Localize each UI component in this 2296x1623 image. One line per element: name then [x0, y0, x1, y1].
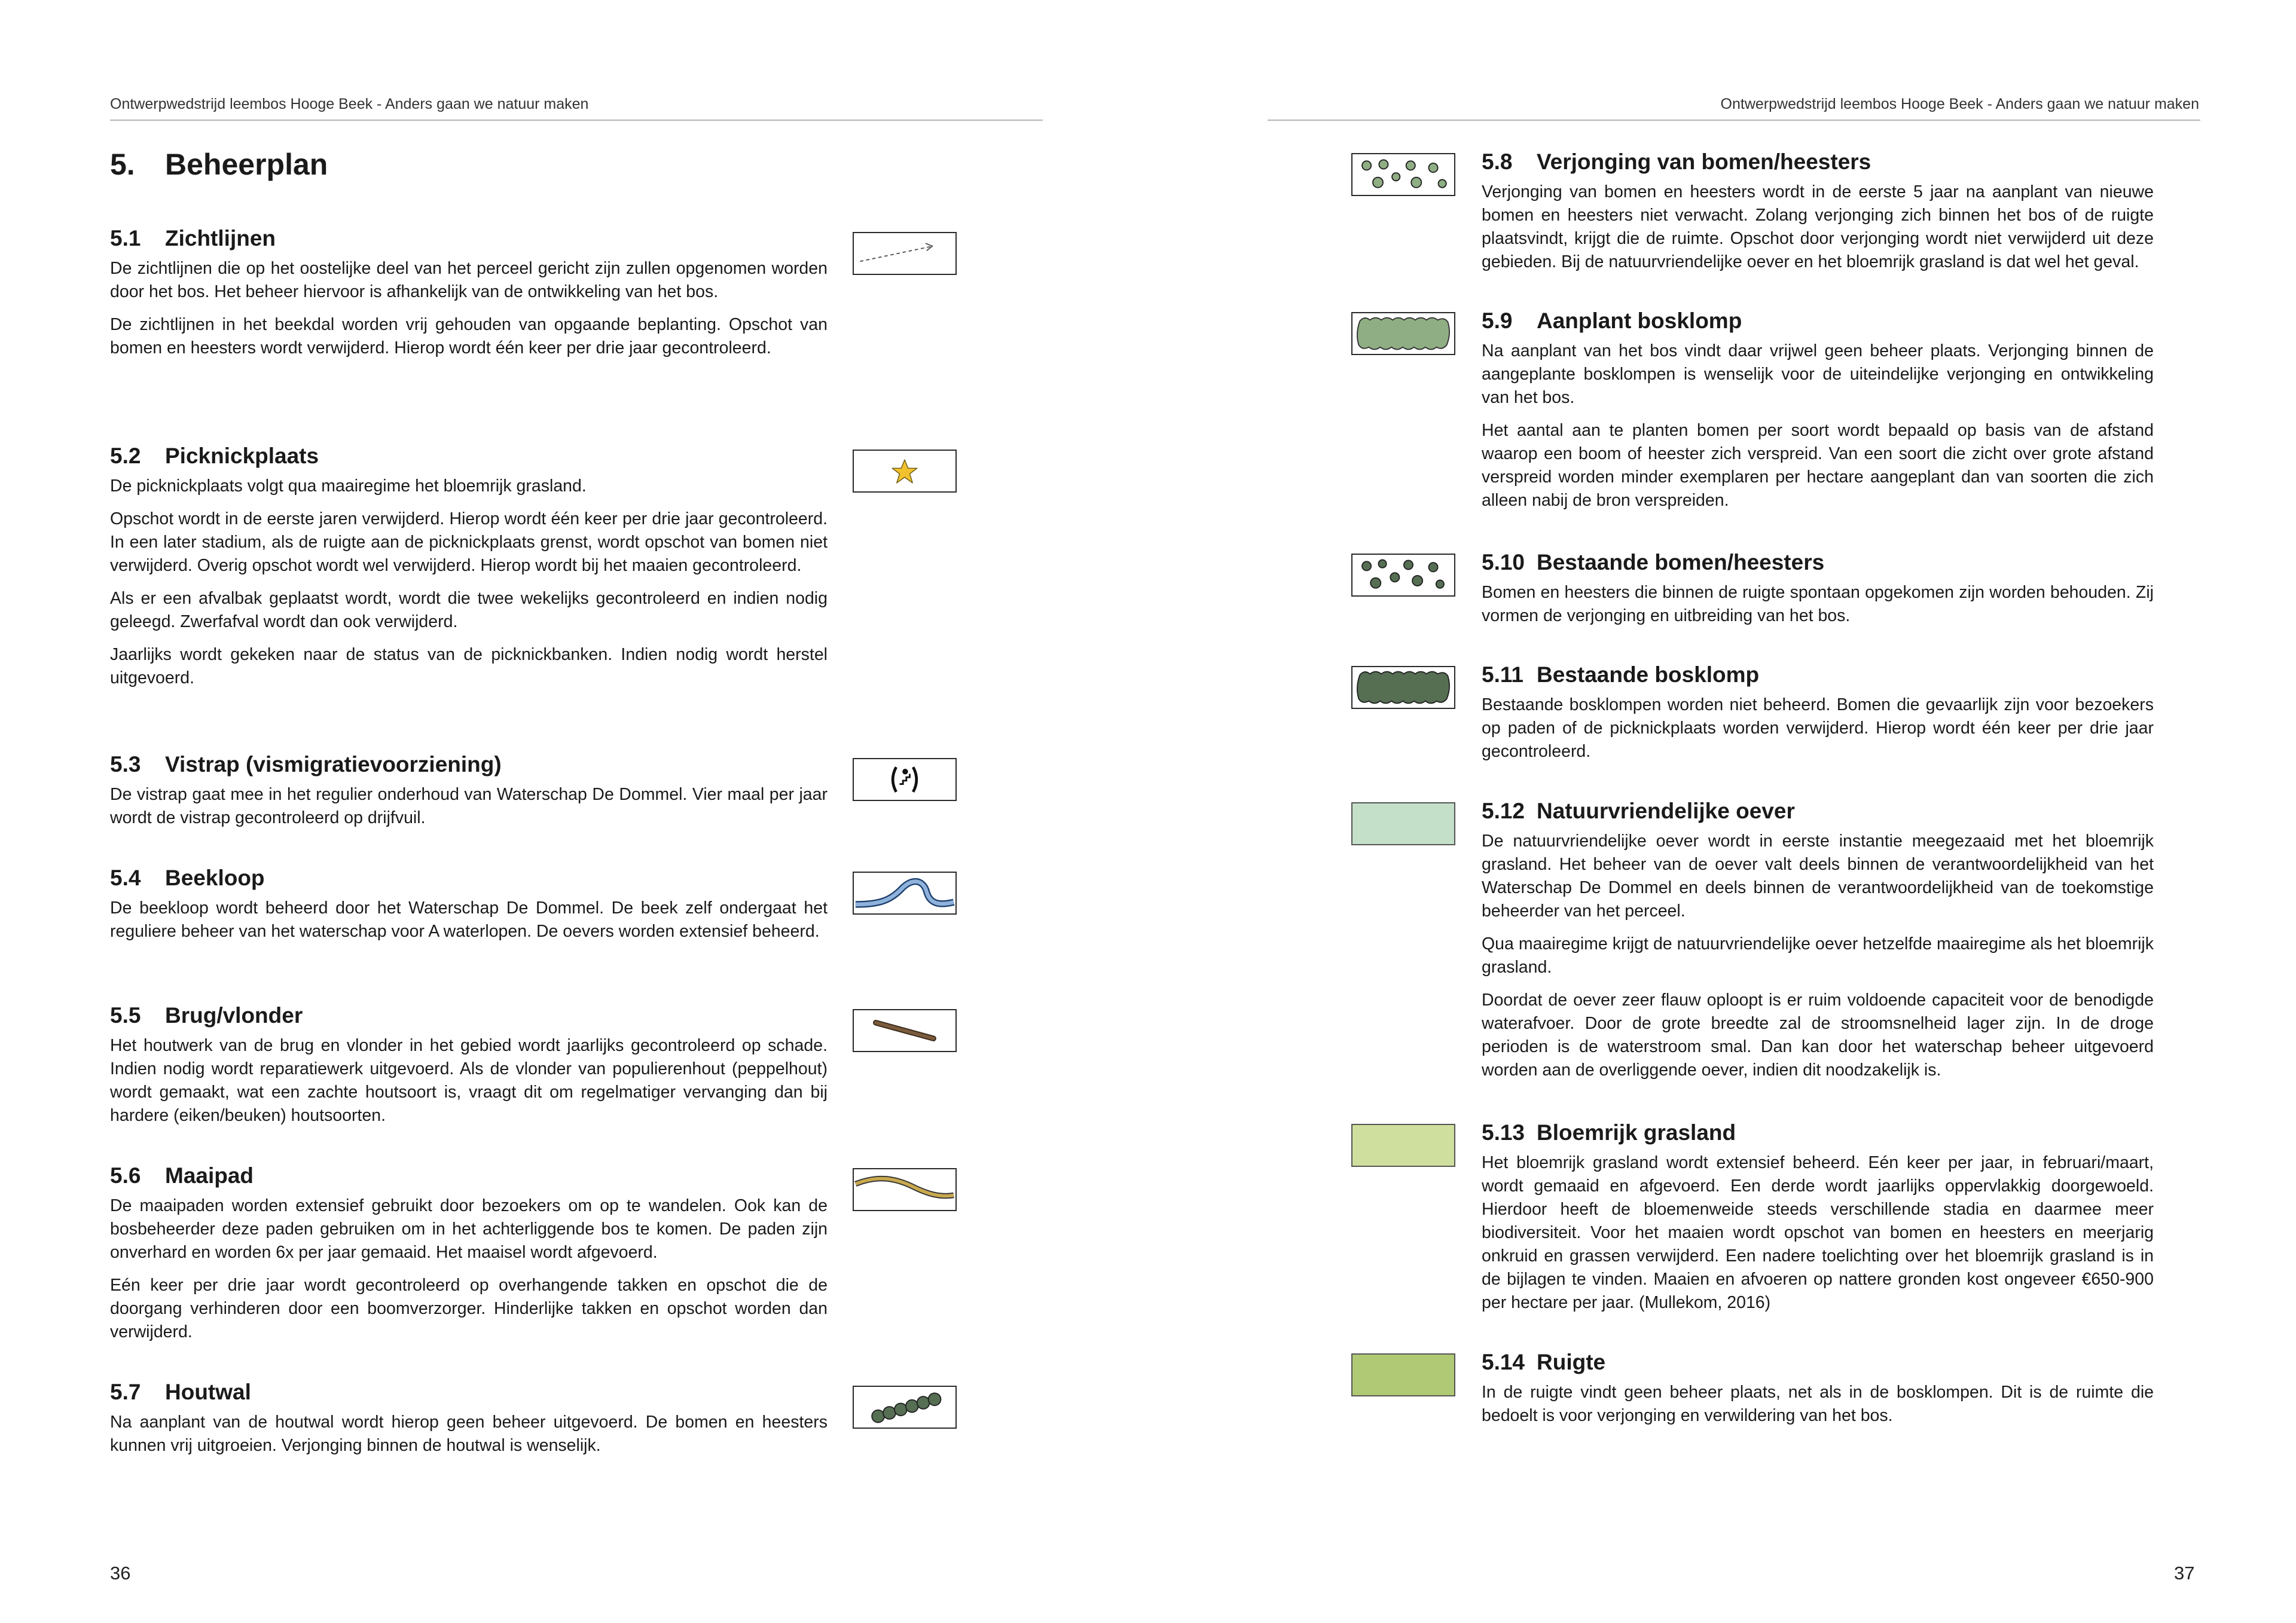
running-header: Ontwerpwedstrijd leembos Hooge Beek - Anders gaan we natuur maken [110, 96, 589, 112]
header-rule [1268, 120, 2200, 121]
paragraph: Jaarlijks wordt gekeken naar de status van de picknickbanken. Indien nodig wordt herstel uitgevoerd. [110, 645, 828, 687]
section-number: 5.7 [110, 1380, 141, 1404]
paragraph: Opschot wordt in de eerste jaren verwijderd. Hierop wordt één keer per drie jaar gecontroleerd. In een later stadium, als de ruigte aan de picknickplaats grenst, wordt opschot van bomen niet verwijderd. Overig opschot wordt wel verwijderd. Hierop wordt bij het maaien gecontroleerd. [110, 509, 828, 575]
star-icon [853, 450, 957, 493]
existing-woodland-icon [1351, 666, 1455, 709]
page-number: 37 [2174, 1563, 2195, 1584]
paragraph: De vistrap gaat mee in het regulier onderhoud van Waterschap De Dommel. Vier maal per jaar wordt de vistrap gecontroleerd op drijfvuil. [110, 785, 828, 827]
chapter-number: 5. [110, 148, 135, 181]
paragraph: In de ruigte vindt geen beheer plaats, net als in de bosklompen. Dit is de ruimte die bedoelt is voor verjonging en verwildering van het bos. [1482, 1383, 2154, 1425]
section-title: Zichtlijnen [165, 226, 276, 250]
paragraph: Het houtwerk van de brug en vlonder in het gebied wordt jaarlijks gecontroleerd op schade. Indien nodig wordt reparatiewerk uitgevoerd. Als de vlonder van populierenhout (peppelhout) wordt gemaakt, wat een zachte houtsoort is, vraagt dit om regelmatiger vervanging dan bij hardere (eiken/beuken) houtsoorten. [110, 1036, 828, 1125]
planted-woodland-icon [1351, 312, 1455, 355]
mown-path-icon [853, 1168, 957, 1211]
stream-icon [853, 872, 957, 915]
paragraph: Het bloemrijk grasland wordt extensief beheerd. Eén keer per jaar, in februari/maart, wordt gemaaid en afgevoerd. Een derde wordt jaarlijks oppervlakkig doorgewoeld. Hierdoor heeft de bloemenweide steeds verschillende stadia en daarmee meer biodiversiteit. Voor het maaien wordt opschot van bomen en heesters en meerjarig onkruid en grassen verwijderd. Een nadere toelichting over het bloemrijk grasland is in de bijlagen te vinden. Maaien en afvoeren op nattere gronden kost ongeveer €650-900 per hectare per jaar. (Mullekom, 2016) [1482, 1153, 2154, 1312]
paragraph: De natuurvriendelijke oever wordt in eerste instantie meegezaaid met het bloemrijk grasland. Het beheer van de oever valt deels binnen de verantwoordelijkheid van het Waterschap De Dommel en deels binnen de verantwoordelijkheid van de toekomstige beheerder van het perceel. [1482, 832, 2154, 921]
section-title: Bloemrijk grasland [1537, 1120, 1736, 1145]
paragraph: De picknickplaats volgt qua maairegime het bloemrijk grasland. [110, 476, 587, 496]
paragraph: Na aanplant van de houtwal wordt hierop geen beheer uitgevoerd. De bomen en heesters kunnen vrij uitgroeien. Verjonging binnen de houtwal is wenselijk. [110, 1413, 828, 1455]
hedgerow-icon [853, 1386, 957, 1429]
section-title: Bestaande bosklomp [1537, 662, 1760, 687]
section-title: Maaipad [165, 1163, 254, 1188]
section-title: Vistrap (vismigratievoorziening) [165, 752, 502, 777]
section-title: Bestaande bomen/heesters [1537, 550, 1825, 574]
chapter-title-text: Beheerplan [165, 148, 328, 181]
section-title: Beekloop [165, 866, 265, 890]
paragraph: Als er een afvalbak geplaatst wordt, wordt die twee wekelijks gecontroleerd en indien nodig geleegd. Zwerfafval wordt dan ook verwijderd. [110, 589, 828, 631]
section-bloemrijk-grasland [1482, 1119, 2154, 1324]
page-number: 36 [110, 1563, 131, 1584]
paragraph: De zichtlijnen in het beekdal worden vrij gehouden van opgaande beplanting. Opschot van bomen en heesters wordt verwijderd. Hierop wordt één keer per drie jaar gecontroleerd. [110, 315, 828, 357]
section-beekloop [110, 864, 828, 953]
section-zichtlijnen [110, 225, 828, 369]
section-number: 5.10 [1482, 550, 1525, 574]
section-bestaande-bomen [1482, 549, 2154, 637]
section-brug-vlonder [110, 1002, 828, 1137]
section-number: 5.5 [110, 1003, 141, 1028]
section-ruigte [1482, 1349, 2154, 1437]
flower-meadow-swatch-icon [1351, 1124, 1455, 1167]
section-number: 5.3 [110, 752, 141, 777]
section-number: 5.11 [1482, 662, 1523, 687]
nature-bank-swatch-icon [1351, 802, 1455, 845]
section-natuurvriendelijke-oever [1482, 797, 2154, 1092]
section-aanplant-bosklomp [1482, 307, 2154, 522]
paragraph: Verjonging van bomen en heesters wordt in de eerste 5 jaar na aanplant van nieuwe bomen en heesters niet verwacht. Zolang verjonging zich binnen het bos of de ruigte plaatsvindt, krijgt die de ruimte. Opschot door verjonging wordt niet verwijderd uit deze gebieden. Bij de natuurvriendelijke oever en het bloemrijk grasland is dat wel het geval. [1482, 182, 2154, 271]
section-bestaande-bosklomp [1482, 661, 2154, 773]
paragraph: De zichtlijnen die op het oostelijke deel van het perceel gericht zijn zullen opgenomen worden door het bos. Het beheer hiervoor is afhankelijk van de ontwikkeling van het bos. [110, 259, 828, 301]
section-number: 5.13 [1482, 1120, 1525, 1145]
paragraph: Qua maairegime krijgt de natuurvriendelijke oever hetzelfde maairegime als het bloemrijk grasland. [1482, 934, 2154, 977]
section-number: 5.4 [110, 866, 141, 890]
section-title: Verjonging van bomen/heesters [1537, 149, 1871, 174]
paragraph: Bomen en heesters die binnen de ruigte spontaan opgekomen zijn worden behouden. Zij vormen de verjonging en uitbreiding van het bos. [1482, 583, 2154, 625]
paragraph: De maaipaden worden extensief gebruikt door bezoekers om op te wandelen. Ook kan de bosbeheerder deze paden gebruiken om in het achterliggende bos te komen. De paden zijn onverhard en worden 6x per jaar gemaaid. Het maaisel wordt afgevoerd. [110, 1196, 828, 1262]
paragraph: De beekloop wordt beheerd door het Waterschap De Dommel. De beek zelf ondergaat het reguliere beheer van het waterschap voor A waterlopen. De oevers worden extensief beheerd. [110, 898, 828, 941]
section-title: Picknickplaats [165, 444, 319, 468]
existing-trees-icon [1351, 554, 1455, 597]
fish-ladder-icon [853, 758, 957, 801]
chapter-title [110, 147, 328, 182]
section-title: Aanplant bosklomp [1537, 308, 1742, 333]
section-number: 5.2 [110, 444, 141, 468]
section-number: 5.8 [1482, 149, 1513, 174]
section-verjonging [1482, 148, 2154, 283]
paragraph: Het aantal aan te planten bomen per soort wordt bepaald op basis van de afstand waarop een boom of heester zich verspreid. Van een soort die zicht over grote afstand verspreid worden minder exemplaren per hectare aangeplant dan van soorten die zich alleen nabij de bron verspreiden. [1482, 421, 2154, 510]
dashed-arrow-icon [853, 232, 957, 275]
paragraph: Doordat de oever zeer flauw oploopt is er ruim voldoende capaciteit voor de benodigde waterafvoer. Door de grote breedte zal de stroomsnelheid lager zijn. In de droge perioden is de waterstroom smal. Dan kan door het waterschap beheer uitgevoerd worden aan de overliggende oever, indien dit noodzakelijk is. [1482, 991, 2154, 1080]
section-title: Natuurvriendelijke oever [1537, 799, 1795, 823]
header-rule [110, 120, 1043, 121]
section-number: 5.1 [110, 226, 141, 250]
paragraph: Bestaande bosklompen worden niet beheerd. Bomen die gevaarlijk zijn voor bezoekers op paden of de picknickplaats worden verwijderd. Hierop wordt één keer per drie jaar gecontroleerd. [1482, 695, 2154, 761]
bridge-icon [853, 1009, 957, 1052]
section-number: 5.9 [1482, 308, 1513, 333]
rough-vegetation-swatch-icon [1351, 1353, 1455, 1396]
young-trees-icon [1351, 153, 1455, 196]
section-title: Brug/vlonder [165, 1003, 303, 1028]
section-title: Houtwal [165, 1380, 251, 1404]
section-number: 5.14 [1482, 1350, 1525, 1374]
section-houtwal [110, 1379, 828, 1467]
section-picknickplaats [110, 442, 828, 699]
running-header: Ontwerpwedstrijd leembos Hooge Beek - Anders gaan we natuur maken [1720, 96, 2199, 112]
section-number: 5.6 [110, 1163, 141, 1188]
paragraph: Eén keer per drie jaar wordt gecontroleerd op overhangende takken en opschot die de doorgang verhinderen door een boomverzorger. Hinderlijke takken en opschot worden dan verwijderd. [110, 1276, 828, 1341]
section-maaipad [110, 1162, 828, 1353]
section-title: Ruigte [1537, 1350, 1606, 1374]
section-number: 5.12 [1482, 799, 1525, 823]
right-page [1148, 0, 2296, 1623]
section-vistrap [110, 751, 828, 839]
paragraph: Na aanplant van het bos vindt daar vrijwel geen beheer plaats. Verjonging binnen de aangeplante bosklompen is wenselijk voor de uiteindelijke verjonging en ontwikkeling van het bos. [1482, 341, 2154, 407]
